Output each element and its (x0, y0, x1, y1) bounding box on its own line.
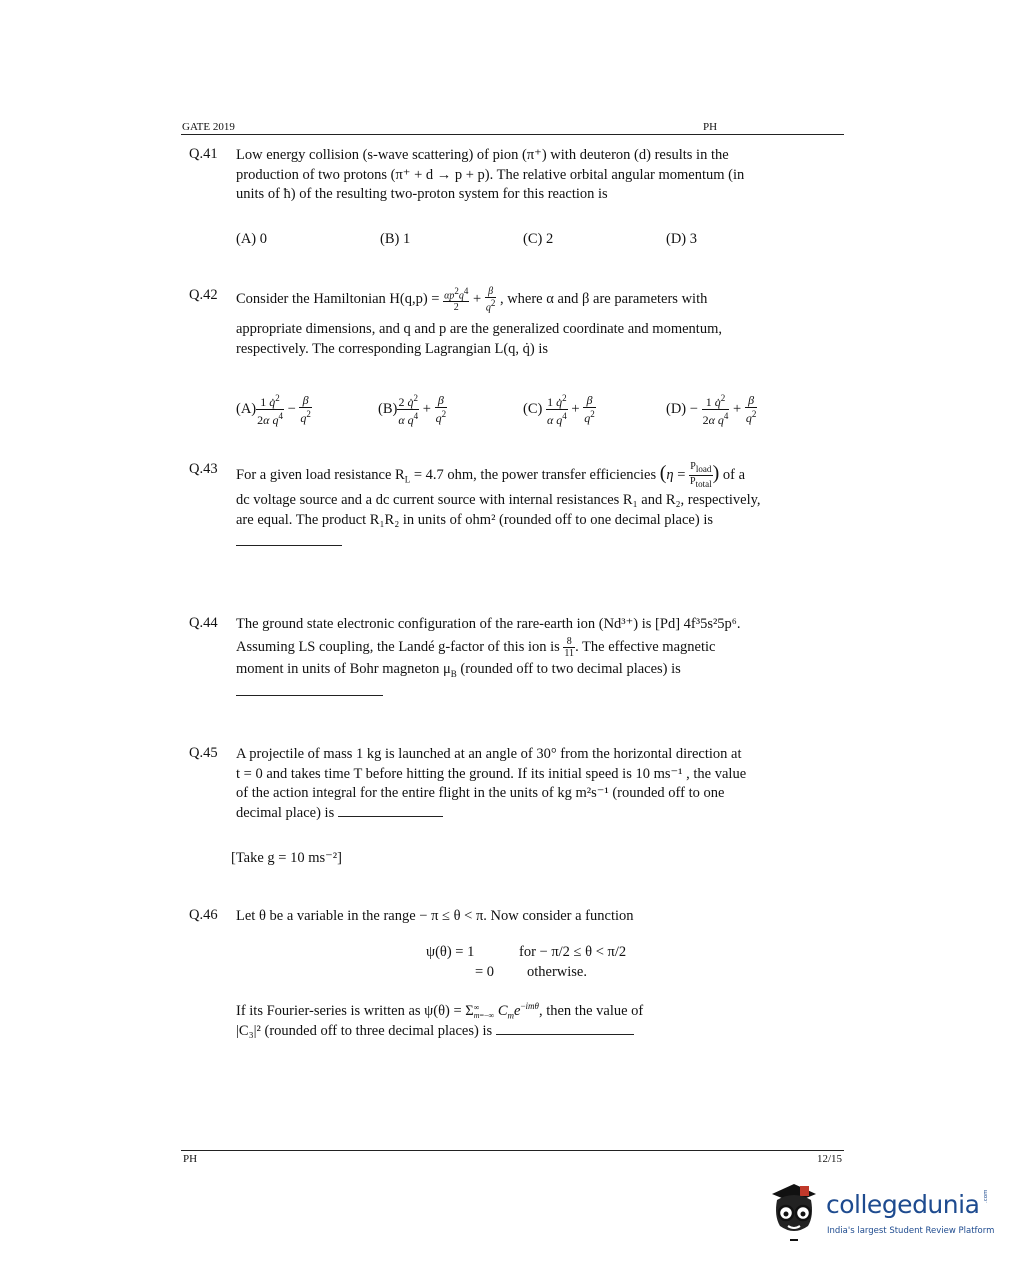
q41-line2: production of two protons (π⁺ + d → p + p). The relative orbital angular momentum (in (236, 166, 745, 183)
q46-exp-base: e (514, 1002, 521, 1019)
q41-option-a: (A) 0 (236, 231, 268, 247)
q42-option-c: (C) $\frac{1 q̇^2}{\alpha q^4}$ + $\frac{\beta}{q^2}$ (523, 393, 595, 427)
q43-eff-den-sub: total (695, 479, 712, 489)
q41-option-b: (B) 1 (380, 231, 411, 247)
q44-g-factor (563, 636, 575, 659)
q42-option-d-label: (D) (666, 400, 687, 417)
footer-rule (181, 1150, 844, 1151)
q43-line2: dc voltage source and a dc current source with internal resistances R₁ and R₂, respectively, (236, 492, 761, 508)
q44-g-num: 8 (563, 636, 575, 648)
q46-eq2-rhs: otherwise. (527, 964, 587, 980)
q43-number: Q.43 (189, 461, 218, 477)
q42-intro: Consider the Hamiltonian H(q,p) = (236, 291, 440, 307)
q46-line3-text: |C₃|² (rounded off to three decimal places) is (236, 1023, 493, 1039)
q46-answer-blank[interactable] (496, 1022, 634, 1035)
q42-text (236, 320, 834, 359)
q44-line2b: . The effective magnetic (575, 638, 716, 655)
q46-eq1-rhs: for − π/2 ≤ θ < π/2 (519, 944, 627, 960)
header-rule (181, 134, 844, 135)
footer-page-number: 12/15 (817, 1153, 843, 1165)
brand-dotcom: .com (983, 1189, 989, 1203)
q43-line1: For a given load resistance $R_L = 4.7$ ohm, the power transfer efficiencies (η = $\frac{\text{Pload}}{\text{Ptotal}}$ ) of a (236, 461, 746, 489)
q46-eq1-lhs: ψ(θ) = 1 (426, 944, 475, 960)
q42-option-b-label: (B) (378, 400, 398, 417)
q43-line1b: = 4.7 ohm, the power transfer efficiencies (410, 466, 657, 483)
q44-line3b: (rounded off to two decimal places) is (456, 661, 681, 677)
q46-line1: Let θ be a variable in the range − π ≤ θ < π. Now consider a function (236, 908, 634, 924)
q41-text (236, 146, 834, 205)
q41-number: Q.41 (189, 146, 218, 162)
q43-eff-den: P (690, 476, 696, 487)
q43-efficiency-fraction (689, 461, 713, 490)
q43-line3: are equal. The product R₁R₂ in units of ohm² (rounded off to one decimal place) is (236, 511, 713, 528)
q45-line4 (236, 804, 834, 824)
q45-line4-text: decimal place) is (236, 804, 335, 821)
q42-after-eq: , where α and β are parameters with (499, 291, 708, 307)
header-exam-title: GATE 2019 (182, 121, 235, 133)
q45-line2: t = 0 and takes time T before hitting the ground. If its initial speed is 10 ms⁻¹ , the value (236, 765, 747, 782)
q43-line1c: of a (722, 466, 746, 483)
footer-paper-code: PH (183, 1153, 198, 1165)
q43-eff-num-sub: load (695, 464, 712, 474)
q46-line3 (236, 1022, 634, 1040)
q45-text (236, 745, 834, 823)
brand-name: collegedunia (826, 1190, 980, 1219)
q42-number: Q.42 (189, 287, 218, 303)
brand-mascot-icon (764, 1176, 824, 1248)
q42-ham-term1: $\frac{\alpha p2q4}{2}$ (444, 286, 469, 314)
q46-line2: If its Fourier-series is written as ψ(θ) = Σ ∞ m=−∞ $C_me^{-im\theta}$, then the value of (236, 1001, 644, 1021)
q42-option-d: (D) − $\frac{1 q̇^2}{2\alpha q^4}$ + $\frac{\beta}{q^2}$ (666, 393, 757, 427)
q44-line3a: moment in units of Bohr magneton μ (236, 661, 451, 677)
q42-option-c-label: (C) (523, 400, 543, 417)
q45-answer-blank[interactable] (338, 804, 443, 817)
q42-option-a: (A) $\frac{1 q̇^2}{2\alpha q^4}$ − $\frac{\beta}{q^2}$ (236, 393, 311, 427)
q46-eq2-lhs: = 0 (475, 964, 495, 980)
q44-number: Q.44 (189, 615, 218, 631)
q44-line3 (236, 661, 834, 679)
q41-option-d: (D) 3 (666, 231, 698, 247)
q45-note: [Take g = 10 ms⁻²] (231, 850, 342, 866)
q44-g-den: 11 (564, 648, 575, 659)
header-paper-code: PH (703, 121, 718, 133)
q41-line3: units of ħ) of the resulting two-proton system for this reaction is (236, 186, 608, 202)
q42-option-b: (B) $\frac{2 q̇^2}{\alpha q^4}$ + $\frac{\beta}{q^2}$ (378, 393, 447, 427)
q43-eff-num: P (690, 461, 696, 472)
q42-line3: respectively. The corresponding Lagrangian L(q, q̇) is (236, 340, 549, 357)
q44-line2a: Assuming LS coupling, the Landé g-factor of this ion is (236, 638, 560, 655)
q44-line2 (236, 636, 834, 659)
q45-line1: A projectile of mass 1 kg is launched at an angle of 30° from the horizontal direction at (236, 746, 742, 762)
q44-line1: The ground state electronic configuration of the rare-earth ion (Nd³⁺) is [Pd] 4f³5s²5p⁶. (236, 616, 741, 632)
q45-number: Q.45 (189, 745, 218, 761)
q43-line1a: For a given load resistance R (236, 466, 405, 483)
q42-option-a-label: (A) (236, 400, 257, 417)
q43-text (236, 491, 834, 530)
q46-line2d: , then the value of (538, 1002, 644, 1019)
q42-line2: appropriate dimensions, and q and p are the generalized coordinate and momentum, (236, 321, 722, 337)
q45-line3: of the action integral for the entire flight in the units of kg m²s⁻¹ (rounded off to one (236, 785, 725, 801)
q42-line1: Consider the Hamiltonian H(q,p) = $\frac{\alpha p2q4}{2}$ + $\frac{\beta}{q2}$ , where α and β are parameters with (236, 286, 708, 314)
q44-answer-blank[interactable] (236, 695, 383, 696)
q41-line1: Low energy collision (s-wave scattering) of pion (π⁺) with deuteron (d) results in the (236, 147, 729, 163)
q46-line2a: If its Fourier-series is written as ψ(θ) = Σ (236, 1002, 474, 1019)
q42-ham-term2: $\frac{\beta}{q2}$ (485, 286, 496, 314)
q46-coeff: C (497, 1002, 508, 1019)
q44-line3-sub: B (450, 668, 457, 679)
q43-answer-blank[interactable] (236, 545, 342, 546)
q46-number: Q.46 (189, 907, 218, 923)
q41-option-c: (C) 2 (523, 231, 554, 247)
brand-tagline: India's largest Student Review Platform (827, 1226, 995, 1236)
